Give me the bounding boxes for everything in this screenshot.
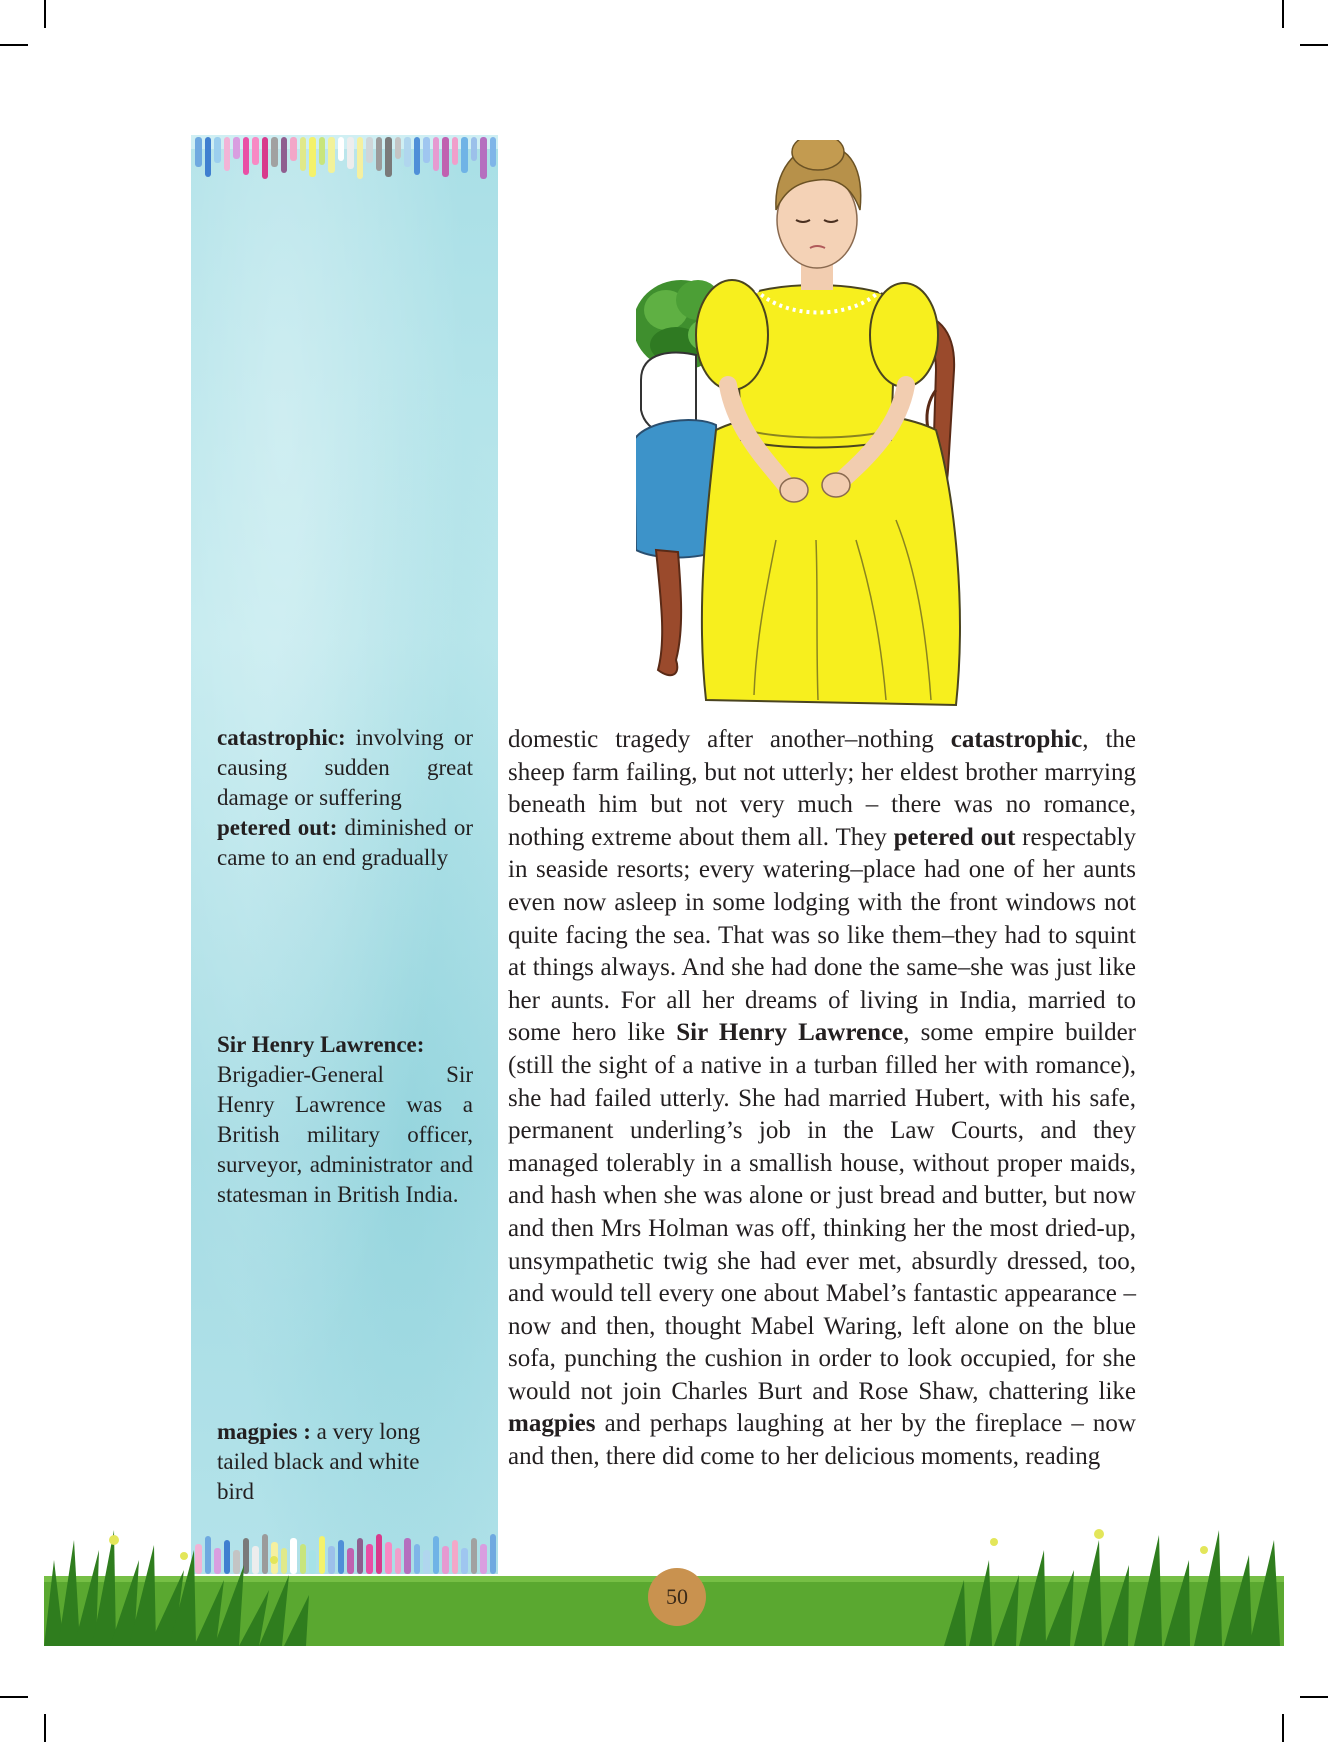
glossary-definition: Brigadier-General Sir Henry Lawrence was a British military officer, surveyor, administrator and statesman in British India.	[217, 1062, 473, 1207]
glossary-entry-magpies	[217, 1417, 447, 1507]
crop-mark	[0, 44, 28, 46]
highlighted-term: catastrophic	[950, 726, 1083, 753]
glossary-definition: a very long tailed black and white bird	[217, 1419, 421, 1504]
crop-mark	[1300, 44, 1328, 46]
woman-in-yellow-dress-illustration	[636, 140, 1006, 715]
story-text	[508, 724, 1136, 1474]
crop-mark	[1282, 1714, 1284, 1742]
crop-mark	[44, 1714, 46, 1742]
page-number: 50	[648, 1568, 706, 1626]
crop-mark	[1300, 1696, 1328, 1698]
highlighted-term: petered out	[893, 823, 1016, 851]
text-run: and perhaps laughing at her by the fireplace – now and then, there did come to her delicious moments, reading	[508, 1410, 1136, 1471]
text-run: , some empire builder (still the sight of a native in a turban filled her with romance), she had failed utterly. She had married Hubert, with his safe, permanent underling’s job in the Law Courts, and they managed tolerably in a smallish house, without proper maids, and hash when she was alone or just bread and butter, but now and then Mrs Holman was off, thinking her the most dried-up, unsympathetic twig she had ever met, absurdly dressed, too, and would tell every one about Mabel’s fantastic appearance – now and then, thought Mabel Waring, left alone on the blue sofa, punching the cushion in order to look occupied, for she would not join Charles Burt and Rose Shaw, chattering like	[508, 1019, 1136, 1405]
glossary-definition: involving or causing sudden great damage or suffering	[217, 725, 473, 810]
text-run: respectably in seaside resorts; every watering–place had one of her aunts even now asleep in some lodging with the front windows not quite facing the sea. That was so like them–they had to squint at things always. And she had done the same–she was just like her aunts. For all her dreams of living in India, married to some hero like	[508, 823, 1136, 1047]
text-run: , the sheep farm failing, but not utterly; her eldest brother marrying beneath him but not very much – there was no romance, nothing extreme about them all. They	[508, 726, 1136, 851]
glossary-entry-catastrophic	[217, 723, 473, 813]
glossary-entry-petered-out	[217, 813, 473, 873]
highlighted-term: magpies	[508, 1410, 596, 1438]
glossary-definition: diminished or came to an end gradually	[217, 815, 473, 870]
glossary-term: petered out:	[217, 815, 338, 840]
text-run: domestic tragedy after another–nothing	[508, 726, 951, 753]
decorative-stripes	[191, 135, 498, 179]
glossary-term: Sir Henry Lawrence:	[217, 1032, 425, 1057]
glossary-panel	[191, 135, 498, 1574]
highlighted-term: Sir Henry Lawrence	[676, 1019, 904, 1047]
crop-mark	[44, 0, 46, 28]
glossary-term: catastrophic:	[217, 725, 346, 750]
glossary-term: magpies :	[217, 1419, 311, 1444]
crop-mark	[0, 1696, 28, 1698]
crop-mark	[1282, 0, 1284, 28]
glossary-entry-sir-henry-lawrence	[217, 1030, 473, 1210]
